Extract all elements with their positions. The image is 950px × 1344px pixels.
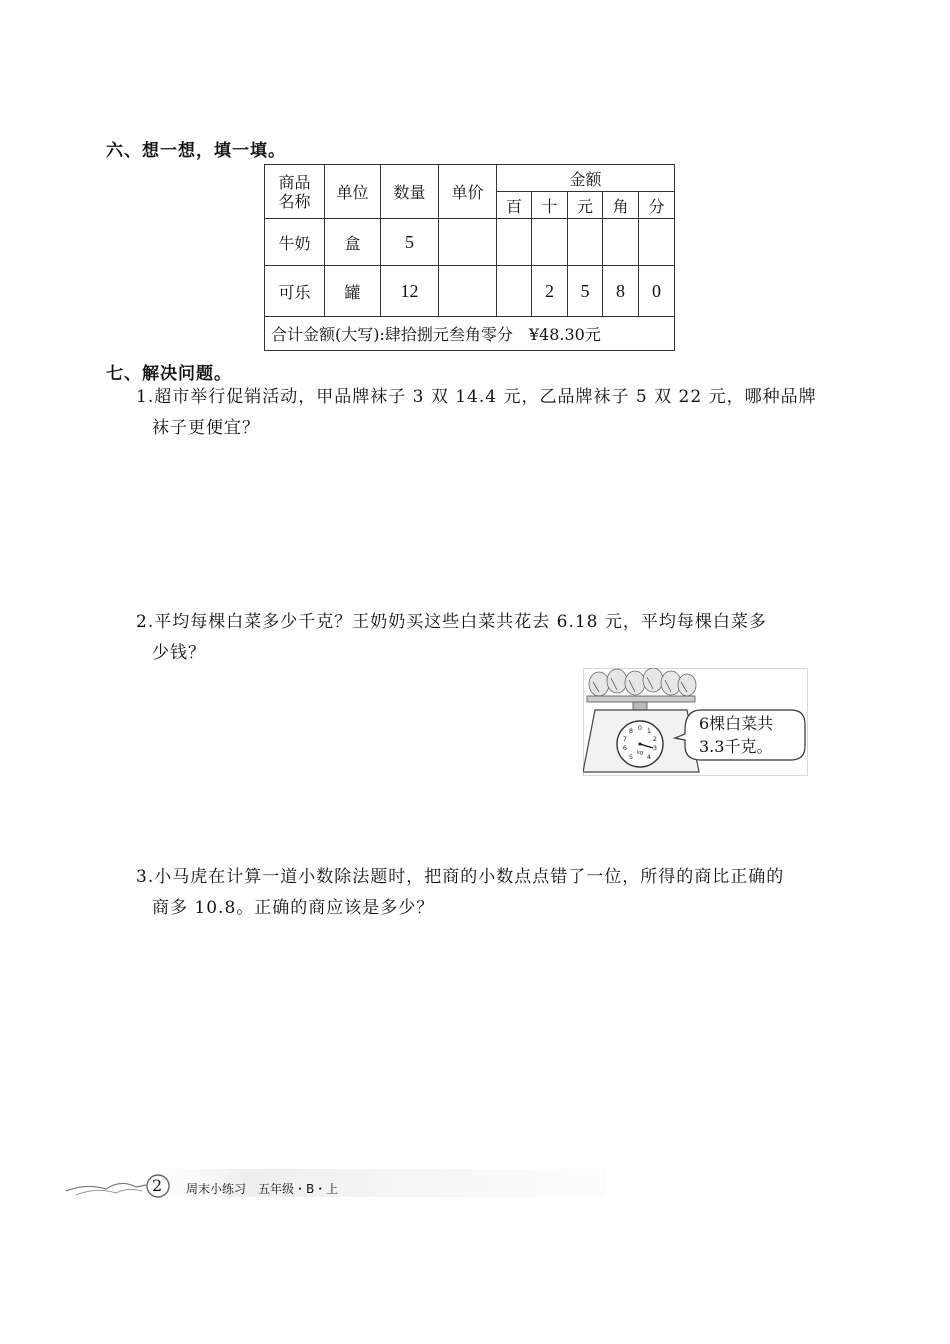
footer-book-title: 周末小练习 五年级・B・上 (186, 1182, 339, 1196)
dial-number: 3 (652, 744, 658, 752)
dial-number: 2 (652, 735, 658, 743)
amount-digit: 8 (603, 266, 639, 317)
cabbage-scale-figure (583, 668, 808, 776)
scale-tray-icon (587, 696, 695, 702)
table-row (265, 266, 675, 317)
footer (66, 1165, 606, 1203)
amount-digit (497, 266, 532, 317)
item-qty: 5 (381, 219, 439, 266)
problem-3: 3.小马虎在计算一道小数除法题时，把商的小数点点错了一位，所得的商比正确的 商多 10.8。正确的商应该是多少？ (136, 867, 785, 918)
amount-digit: 0 (639, 266, 675, 317)
item-unit: 盒 (325, 219, 381, 266)
digit-header: 百 (497, 192, 532, 219)
item-unit: 罐 (325, 266, 381, 317)
item-name: 可乐 (265, 266, 325, 317)
price-blank[interactable] (439, 266, 497, 317)
bubble-text: 6棵白菜共 3.3千克。 (699, 714, 774, 756)
item-qty: 12 (381, 266, 439, 317)
dial-number: 0 (637, 724, 643, 732)
header-price: 单价 (439, 165, 497, 219)
dial-number: 7 (622, 735, 628, 743)
amount-digit-blank[interactable] (497, 219, 532, 266)
amount-digit-blank[interactable] (532, 219, 568, 266)
header-name: 商品 名称 (265, 165, 325, 219)
dial-number: 1 (646, 727, 652, 735)
dial-number: 4 (646, 753, 652, 761)
problem-1: 1.超市举行促销活动，甲品牌袜子 3 双 14.4 元，乙品牌袜子 5 双 22 元，哪种品牌 袜子更便宜？ (136, 387, 817, 438)
digit-header: 十 (532, 192, 568, 219)
dial-number: 8 (628, 727, 634, 735)
dial-number: 5 (628, 753, 634, 761)
header-unit: 单位 (325, 165, 381, 219)
page-number: 2 (152, 1176, 163, 1195)
amount-digit: 2 (532, 266, 568, 317)
scale-illustration (583, 668, 808, 776)
amount-digit-blank[interactable] (568, 219, 603, 266)
digit-header: 角 (603, 192, 639, 219)
total-amount: 合计金额(大写):肆拾捌元叁角零分 ¥48.30元 (265, 317, 675, 351)
price-blank[interactable] (439, 219, 497, 266)
table-row (265, 219, 675, 266)
amount-digit-blank[interactable] (603, 219, 639, 266)
header-qty: 数量 (381, 165, 439, 219)
amount-digit: 5 (568, 266, 603, 317)
section-6-title: 六、想一想，填一填。 (106, 141, 286, 161)
digit-header: 分 (639, 192, 675, 219)
item-name: 牛奶 (265, 219, 325, 266)
header-amount: 金额 (497, 165, 675, 192)
amount-digit-blank[interactable] (639, 219, 675, 266)
shopping-table (264, 164, 675, 351)
dial-number: 6 (622, 744, 628, 752)
digit-header: 元 (568, 192, 603, 219)
dial-unit: kg (636, 750, 644, 756)
section-7-title: 七、解决问题。 (106, 364, 232, 384)
problem-2: 2.平均每棵白菜多少千克？王奶奶买这些白菜共花去 6.18 元，平均每棵白菜多 少钱？ (136, 612, 767, 663)
